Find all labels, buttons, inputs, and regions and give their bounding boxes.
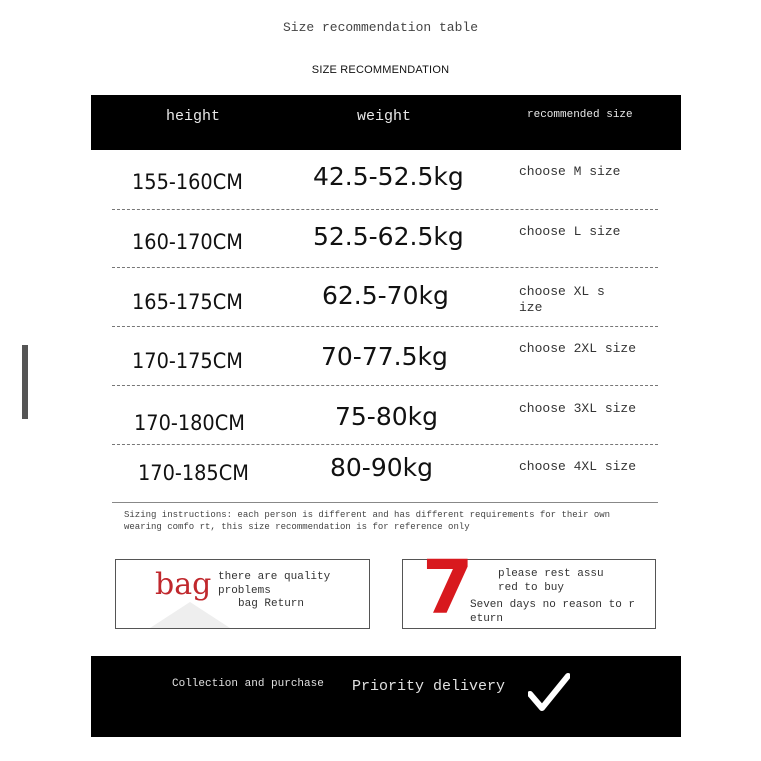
row-divider [112,209,658,210]
header-height: height [166,108,221,125]
row-2-height: 160-170CM [132,230,243,254]
footer-collection-text: Collection and purchase [172,678,324,690]
assurance-text-4: eturn [470,613,504,625]
footer-delivery-text: Priority delivery [352,678,506,695]
header-weight: weight [357,108,412,125]
header-recommended-size: recommended size [527,109,633,121]
row-6-weight: 80-90kg [330,453,433,482]
row-4-weight: 70-77.5kg [321,342,448,371]
bag-logo: bag [155,567,212,602]
row-2-size: choose L size [519,224,621,239]
row-5-height: 170-180CM [134,411,245,435]
row-5-weight: 75-80kg [335,402,438,431]
row-1-weight: 42.5-52.5kg [313,162,464,191]
checkmark-icon [528,672,570,714]
assurance-text-3: Seven days no reason to r [470,599,636,611]
row-divider [112,267,658,268]
row-5-size: choose 3XL size [519,401,637,416]
assurance-text-2: red to buy [498,582,565,594]
footer-bar [91,656,681,737]
table-bottom-line [112,502,658,503]
page-title: Size recommendation table [282,20,479,35]
quality-text-1: there are quality [218,571,331,583]
row-3-size: choose XL s ize [519,284,605,315]
page-subtitle: SIZE RECOMMENDATION [311,64,450,76]
row-3-height: 165-175CM [132,290,243,314]
seven-logo: 7 [422,545,474,631]
quality-text-2: problems [218,585,271,597]
triangle-shadow-icon [150,602,230,628]
row-6-height: 170-185CM [138,461,249,485]
row-4-size: choose 2XL size [519,341,637,356]
row-divider [112,326,658,327]
assurance-text-1: please rest assu [498,568,604,580]
quality-text-3: bag Return [238,598,305,610]
row-divider [112,444,658,445]
scroll-indicator [22,345,28,419]
row-2-weight: 52.5-62.5kg [313,222,464,251]
row-3-weight: 62.5-70kg [322,281,449,310]
row-1-height: 155-160CM [132,170,243,194]
row-6-size: choose 4XL size [519,459,637,474]
row-4-height: 170-175CM [132,349,243,373]
row-divider [112,385,658,386]
sizing-instructions: Sizing instructions: each person is different and has different requirements for their own wearing comfo rt, this size recommendation is for reference only [124,510,611,532]
row-1-size: choose M size [519,164,621,179]
